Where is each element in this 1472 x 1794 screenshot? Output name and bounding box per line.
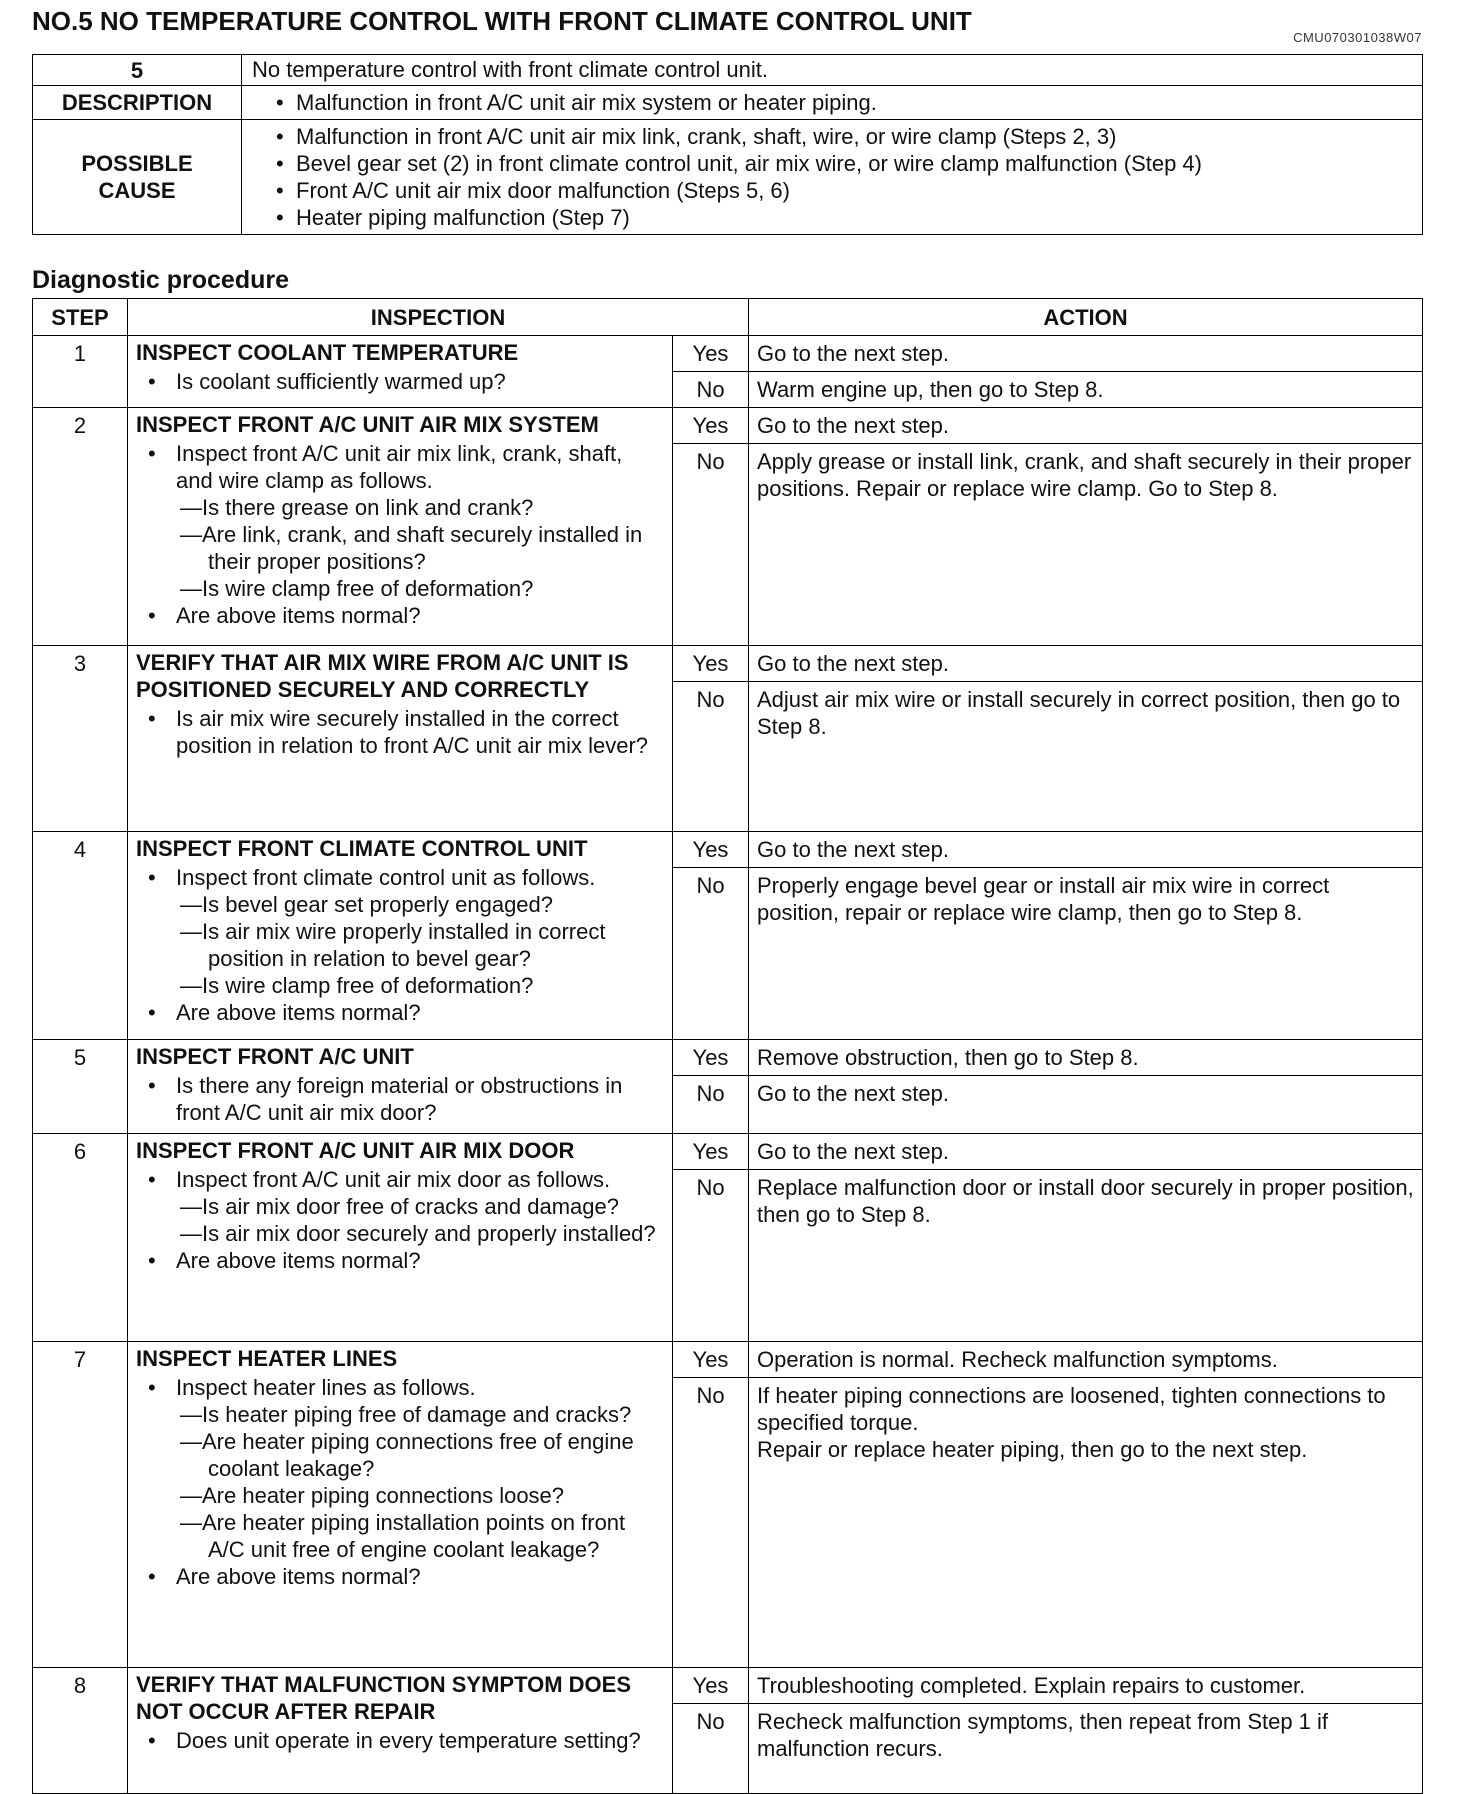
possible-cause-row — [33, 120, 1423, 235]
no-action-text: Properly engage bevel gear or install air mix wire in correct position, repair or replace wire clamp, then go to Step 8. — [757, 873, 1330, 925]
step-heading: VERIFY THAT AIR MIX WIRE FROM A/C UNIT IS POSITIONED SECURELY AND CORRECTLY — [136, 650, 629, 702]
possible-cause-item: • Bevel gear set (2) in front climate control unit, air mix wire, or wire clamp malfunction (Step 4) — [276, 150, 1412, 177]
step-row — [33, 336, 1423, 372]
no-label: No — [673, 372, 749, 408]
no-label: No — [673, 682, 749, 832]
inspection-bullet: • Are above items normal? — [148, 999, 664, 1026]
symptom-text: No temperature control with front climate control unit. — [242, 55, 1423, 86]
column-header-inspection: INSPECTION — [128, 299, 749, 336]
no-action-text: Repair or replace heater piping, then go to the next step. — [757, 1437, 1308, 1462]
no-action-text: Warm engine up, then go to Step 8. — [757, 377, 1104, 402]
yes-label: Yes — [673, 1040, 749, 1076]
step-number: 3 — [33, 646, 128, 832]
description-row — [33, 86, 1423, 120]
no-action — [749, 682, 1423, 832]
no-label: No — [673, 1378, 749, 1668]
step-row — [33, 646, 1423, 682]
table-header-row — [33, 299, 1423, 336]
inspection-subitem: —Is air mix door securely and properly installed? — [180, 1221, 656, 1246]
step-number: 6 — [33, 1134, 128, 1342]
description-list — [252, 89, 1412, 116]
yes-action: Go to the next step. — [749, 646, 1423, 682]
step-row — [33, 832, 1423, 868]
step-heading: INSPECT FRONT CLIMATE CONTROL UNIT — [136, 836, 588, 861]
inspection-bullet: • Is there any foreign material or obstructions in front A/C unit air mix door? — [148, 1072, 664, 1126]
inspection-list — [136, 1374, 664, 1590]
step-heading: INSPECT HEATER LINES — [136, 1346, 398, 1371]
yes-label: Yes — [673, 1134, 749, 1170]
page-title: NO.5 NO TEMPERATURE CONTROL WITH FRONT CLIMATE CONTROL UNIT — [32, 6, 972, 36]
step-inspection — [128, 646, 673, 832]
inspection-subitem: —Are heater piping connections free of engine coolant leakage? — [180, 1429, 634, 1481]
step-row — [33, 1134, 1423, 1170]
inspection-bullet: • Inspect front climate control unit as follows. — [148, 864, 664, 891]
step-number: 2 — [33, 408, 128, 646]
inspection-subitem: —Are heater piping connections loose? — [180, 1483, 565, 1508]
no-action-text: If heater piping connections are loosened, tighten connections to specified torque. — [757, 1383, 1386, 1435]
possible-cause-item: • Malfunction in front A/C unit air mix link, crank, shaft, wire, or wire clamp (Steps 2, 3) — [276, 123, 1412, 150]
no-action — [749, 1170, 1423, 1342]
yes-label: Yes — [673, 1668, 749, 1704]
yes-label: Yes — [673, 832, 749, 868]
inspection-subitem: —Is heater piping free of damage and cracks? — [180, 1402, 632, 1427]
step-row — [33, 408, 1423, 444]
inspection-bullet: • Are above items normal? — [148, 1247, 664, 1274]
description-item: • Malfunction in front A/C unit air mix system or heater piping. — [276, 89, 1412, 116]
inspection-subitem: —Is wire clamp free of deformation? — [180, 973, 534, 998]
step-inspection — [128, 1342, 673, 1668]
inspection-list — [136, 864, 664, 1026]
no-action-text: Replace malfunction door or install door securely in proper position, then go to Step 8. — [757, 1175, 1414, 1227]
inspection-subitem: —Is bevel gear set properly engaged? — [180, 892, 554, 917]
inspection-bullet: • Is air mix wire securely installed in the correct position in relation to front A/C unit air mix lever? — [148, 705, 664, 759]
step-number: 8 — [33, 1668, 128, 1794]
diagnostic-procedure-heading: Diagnostic procedure — [32, 266, 289, 294]
inspection-bullet: • Inspect front A/C unit air mix door as follows. — [148, 1166, 664, 1193]
possible-cause-list — [252, 123, 1412, 231]
inspection-subitem: —Is there grease on link and crank? — [180, 495, 534, 520]
step-number: 4 — [33, 832, 128, 1040]
no-action-text: Recheck malfunction symptoms, then repeat from Step 1 if malfunction recurs. — [757, 1709, 1329, 1761]
inspection-list — [136, 1727, 664, 1754]
yes-action: Troubleshooting completed. Explain repairs to customer. — [749, 1668, 1423, 1704]
inspection-list — [136, 1166, 664, 1274]
step-heading: VERIFY THAT MALFUNCTION SYMPTOM DOES NOT OCCUR AFTER REPAIR — [136, 1672, 632, 1724]
inspection-subitem: —Are link, crank, and shaft securely installed in their proper positions? — [180, 522, 643, 574]
inspection-list — [136, 1072, 664, 1126]
step-inspection — [128, 832, 673, 1040]
inspection-subitem: —Is wire clamp free of deformation? — [180, 576, 534, 601]
yes-label: Yes — [673, 336, 749, 372]
no-action — [749, 1704, 1423, 1794]
symptom-summary-table — [32, 54, 1423, 235]
no-label: No — [673, 444, 749, 646]
description-label: DESCRIPTION — [33, 86, 242, 120]
step-number: 7 — [33, 1342, 128, 1668]
column-header-action: ACTION — [749, 299, 1423, 336]
inspection-subitem: —Are heater piping installation points on front A/C unit free of engine coolant leakage? — [180, 1510, 626, 1562]
document-code: CMU070301038W07 — [1293, 30, 1422, 45]
yes-label: Yes — [673, 408, 749, 444]
yes-action: Remove obstruction, then go to Step 8. — [749, 1040, 1423, 1076]
inspection-subitem: —Is air mix door free of cracks and damage? — [180, 1194, 619, 1219]
inspection-list — [136, 440, 664, 629]
no-label: No — [673, 1704, 749, 1794]
step-heading: INSPECT FRONT A/C UNIT AIR MIX SYSTEM — [136, 412, 599, 437]
step-number: 5 — [33, 1040, 128, 1134]
step-number: 1 — [33, 336, 128, 408]
step-heading: INSPECT FRONT A/C UNIT — [136, 1044, 414, 1069]
inspection-bullet: • Are above items normal? — [148, 1563, 664, 1590]
step-row — [33, 1668, 1423, 1704]
step-inspection — [128, 408, 673, 646]
yes-action: Operation is normal. Recheck malfunction symptoms. — [749, 1342, 1423, 1378]
yes-action: Go to the next step. — [749, 832, 1423, 868]
step-inspection — [128, 336, 673, 408]
inspection-bullet: • Inspect heater lines as follows. — [148, 1374, 664, 1401]
inspection-list — [136, 705, 664, 759]
possible-cause-item: • Heater piping malfunction (Step 7) — [276, 204, 1412, 231]
inspection-bullet: • Are above items normal? — [148, 602, 664, 629]
step-inspection — [128, 1668, 673, 1794]
step-heading: INSPECT COOLANT TEMPERATURE — [136, 340, 519, 365]
no-action-text: Adjust air mix wire or install securely in correct position, then go to Step 8. — [757, 687, 1401, 739]
no-action — [749, 868, 1423, 1040]
column-header-step: STEP — [33, 299, 128, 336]
no-label: No — [673, 1170, 749, 1342]
step-inspection — [128, 1040, 673, 1134]
yes-action: Go to the next step. — [749, 408, 1423, 444]
step-heading: INSPECT FRONT A/C UNIT AIR MIX DOOR — [136, 1138, 575, 1163]
yes-action: Go to the next step. — [749, 1134, 1423, 1170]
yes-label: Yes — [673, 1342, 749, 1378]
no-action-text: Apply grease or install link, crank, and shaft securely in their proper positions. Repair or replace wire clamp. Go to Step 8. — [757, 449, 1412, 501]
inspection-bullet: • Inspect front A/C unit air mix link, crank, shaft, and wire clamp as follows. — [148, 440, 664, 494]
yes-action: Go to the next step. — [749, 336, 1423, 372]
inspection-bullet: • Is coolant sufficiently warmed up? — [148, 368, 664, 395]
step-row — [33, 1342, 1423, 1378]
no-action-text: Go to the next step. — [757, 1081, 950, 1106]
diagnostic-procedure-table — [32, 298, 1423, 1794]
no-action — [749, 444, 1423, 646]
possible-cause-item: • Front A/C unit air mix door malfunction (Steps 5, 6) — [276, 177, 1412, 204]
symptom-row — [33, 55, 1423, 86]
possible-cause-label: POSSIBLE CAUSE — [33, 120, 242, 235]
no-label: No — [673, 1076, 749, 1134]
symptom-number: 5 — [33, 55, 242, 86]
step-inspection — [128, 1134, 673, 1342]
no-action — [749, 372, 1423, 408]
yes-label: Yes — [673, 646, 749, 682]
step-row — [33, 1040, 1423, 1076]
no-action — [749, 1076, 1423, 1134]
no-action — [749, 1378, 1423, 1668]
inspection-subitem: —Is air mix wire properly installed in correct position in relation to bevel gear? — [180, 919, 606, 971]
inspection-list — [136, 368, 664, 395]
inspection-bullet: • Does unit operate in every temperature setting? — [148, 1727, 664, 1754]
no-label: No — [673, 868, 749, 1040]
